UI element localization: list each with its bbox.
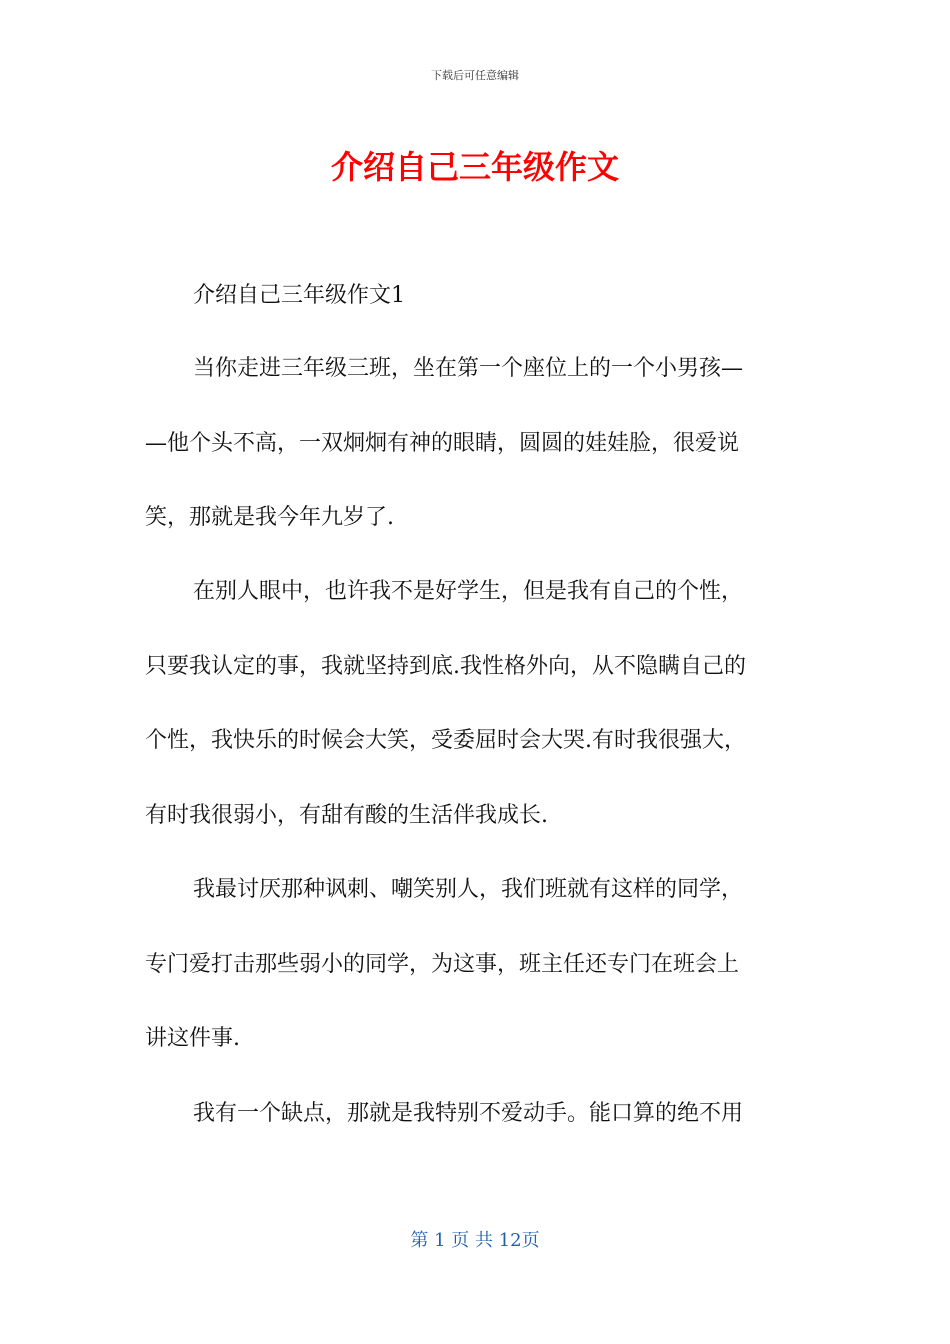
page-number: 第 1 页 共 12页 <box>410 1230 540 1251</box>
paragraph-line: 只要我认定的事，我就坚持到底.我性格外向，从不隐瞒自己的 <box>145 654 746 679</box>
paragraph-line: —他个头不高，一双炯炯有神的眼睛，圆圆的娃娃脸，很爱说 <box>145 431 740 456</box>
page-header-note: 下载后可任意编辑 <box>431 69 519 82</box>
paragraph-line: 专门爱打击那些弱小的同学，为这事，班主任还专门在班会上 <box>145 952 740 977</box>
paragraph-line: 有时我很弱小，有甜有酸的生活伴我成长. <box>145 803 548 828</box>
paragraph-line: 个性，我快乐的时候会大笑，受委屈时会大哭.有时我很强大， <box>145 728 746 753</box>
paragraph-line: 我最讨厌那种讽刺、嘲笑别人，我们班就有这样的同学， <box>193 877 744 902</box>
paragraph-line: 笑，那就是我今年九岁了. <box>145 505 394 530</box>
paragraph-line: 我有一个缺点，那就是我特别不爱动手。能口算的绝不用 <box>193 1101 744 1126</box>
paragraph-line: 在别人眼中，也许我不是好学生，但是我有自己的个性， <box>193 579 744 604</box>
section-heading: 介绍自己三年级作文1 <box>193 283 405 308</box>
document-title: 介绍自己三年级作文 <box>330 148 619 186</box>
paragraph-line: 讲这件事. <box>145 1026 240 1051</box>
paragraph-line: 当你走进三年级三班，坐在第一个座位上的一个小男孩— <box>193 356 744 381</box>
